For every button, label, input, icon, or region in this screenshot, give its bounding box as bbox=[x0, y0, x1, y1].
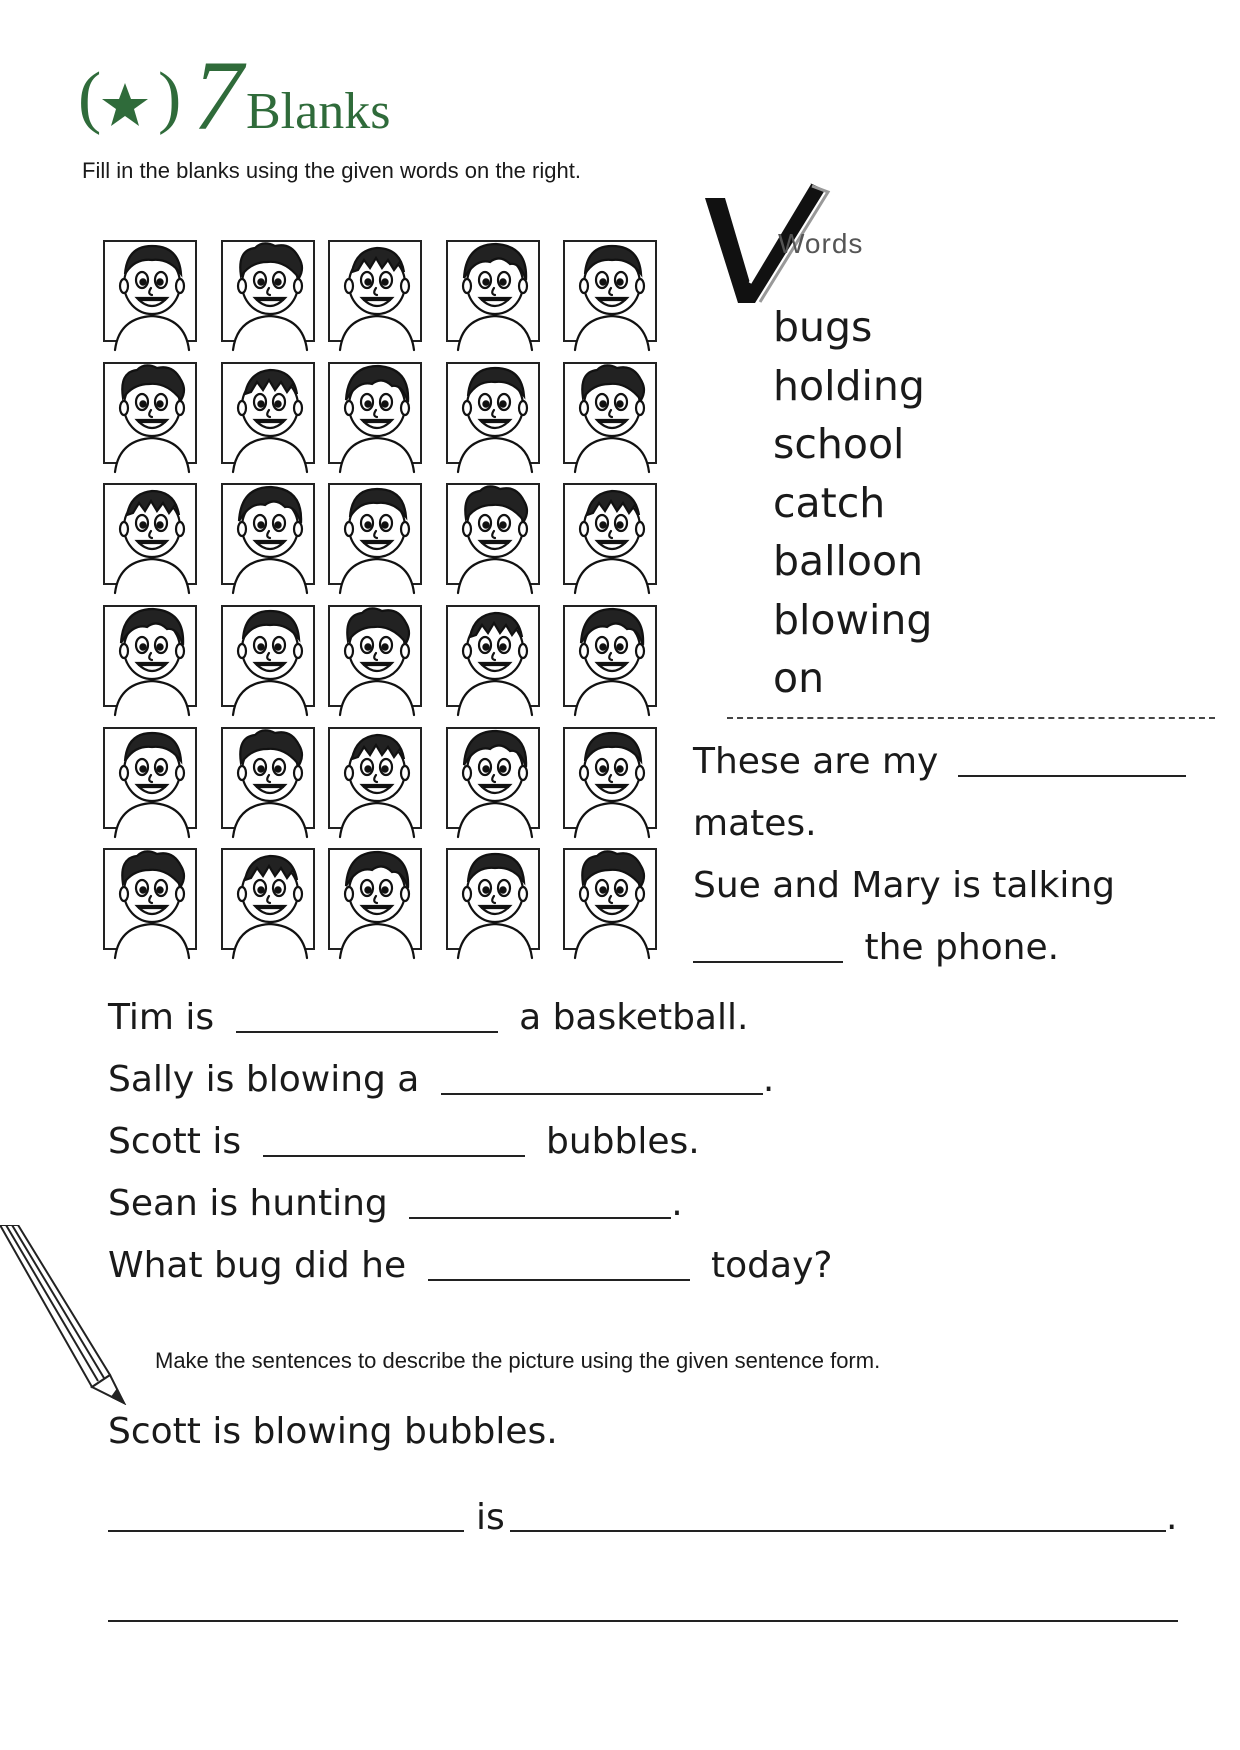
kid-picture bbox=[103, 727, 197, 829]
kid-picture bbox=[563, 240, 657, 342]
words-heading: Words bbox=[778, 228, 864, 259]
blank-field[interactable] bbox=[263, 1125, 525, 1157]
word-item: catch bbox=[773, 478, 886, 527]
word-item: school bbox=[773, 420, 905, 468]
kid-picture bbox=[328, 848, 422, 950]
sentence-text: . bbox=[762, 1059, 775, 1100]
blank-field[interactable] bbox=[958, 745, 1186, 777]
kid-picture bbox=[446, 727, 540, 829]
sentence-text: Tim is bbox=[108, 997, 215, 1038]
kid-picture bbox=[103, 848, 197, 950]
instruction-fill-blanks: Fill in the blanks using the given words on the right. bbox=[82, 158, 581, 183]
kid-picture bbox=[221, 727, 315, 829]
blank-field[interactable] bbox=[441, 1063, 763, 1095]
sentence-row bbox=[108, 1245, 833, 1286]
word-item: on bbox=[773, 654, 825, 702]
kid-picture bbox=[221, 848, 315, 950]
sentence-text: Sue and Mary is talking bbox=[693, 865, 1115, 906]
sentence-text: . bbox=[671, 1183, 683, 1224]
word-item: blowing bbox=[773, 595, 933, 644]
answer-line[interactable] bbox=[510, 1530, 1166, 1532]
kid-picture bbox=[446, 362, 540, 464]
cartoon-kids-grid bbox=[103, 240, 673, 960]
kid-picture bbox=[446, 605, 540, 707]
sentence-text: the phone. bbox=[864, 927, 1060, 968]
kid-picture bbox=[221, 605, 315, 707]
instruction-make-sentences: Make the sentences to describe the picture using the given sentence form. bbox=[155, 1348, 881, 1373]
kid-picture bbox=[446, 240, 540, 342]
word-item: balloon bbox=[773, 537, 924, 585]
sentence-text: today? bbox=[711, 1245, 833, 1286]
dashed-divider bbox=[727, 717, 1215, 719]
form-period: . bbox=[1166, 1497, 1178, 1538]
kid-picture bbox=[328, 240, 422, 342]
form-word: is bbox=[476, 1497, 505, 1538]
pencil-icon bbox=[0, 1225, 130, 1405]
answer-line[interactable] bbox=[108, 1620, 1178, 1622]
sentence-row bbox=[693, 865, 1115, 906]
kid-picture bbox=[563, 483, 657, 585]
kid-picture bbox=[328, 605, 422, 707]
kid-picture bbox=[563, 605, 657, 707]
kid-picture bbox=[103, 605, 197, 707]
kid-picture bbox=[221, 362, 315, 464]
logo-paren-left: ( bbox=[78, 59, 102, 136]
logo-paren-right: ) bbox=[158, 59, 182, 136]
sentence-text: Sally is blowing a bbox=[108, 1059, 420, 1100]
sentence-row bbox=[108, 1121, 700, 1162]
blank-field[interactable] bbox=[409, 1187, 671, 1219]
kid-picture bbox=[563, 362, 657, 464]
sentence-row bbox=[693, 803, 817, 844]
kid-picture bbox=[328, 483, 422, 585]
kid-picture bbox=[103, 483, 197, 585]
answer-line[interactable] bbox=[108, 1530, 464, 1532]
kid-picture bbox=[328, 727, 422, 829]
sentence-text: What bug did he bbox=[108, 1245, 407, 1286]
sentence-row bbox=[108, 997, 749, 1038]
section-number: 7 bbox=[193, 40, 243, 151]
blank-field[interactable] bbox=[428, 1249, 690, 1281]
kid-picture bbox=[103, 240, 197, 342]
sentence-row bbox=[693, 927, 1060, 968]
kid-picture bbox=[221, 483, 315, 585]
sentence-text: bubbles. bbox=[546, 1121, 700, 1162]
blank-field[interactable] bbox=[236, 1001, 498, 1033]
word-item: holding bbox=[773, 361, 925, 410]
example-sentence: Scott is blowing bubbles. bbox=[108, 1411, 558, 1452]
section-logo bbox=[78, 40, 391, 151]
sentence-text: Scott is bbox=[108, 1121, 242, 1162]
sentence-text: mates. bbox=[693, 803, 817, 844]
blank-field[interactable] bbox=[693, 931, 843, 963]
word-item: bugs bbox=[773, 303, 873, 351]
star-icon bbox=[100, 80, 150, 130]
kid-picture bbox=[563, 727, 657, 829]
kid-picture bbox=[563, 848, 657, 950]
sentence-row bbox=[108, 1183, 683, 1224]
kid-picture bbox=[328, 362, 422, 464]
kid-picture bbox=[446, 483, 540, 585]
sentence-text: Sean is hunting bbox=[108, 1183, 388, 1224]
kid-picture bbox=[446, 848, 540, 950]
word-list bbox=[773, 298, 932, 708]
section-title: Blanks bbox=[246, 83, 391, 140]
sentence-text: a basketball. bbox=[519, 997, 749, 1038]
kid-picture bbox=[221, 240, 315, 342]
sentence-row bbox=[693, 741, 1186, 782]
sentence-row bbox=[108, 1059, 775, 1100]
sentence-text: These are my bbox=[693, 741, 939, 782]
kid-picture bbox=[103, 362, 197, 464]
